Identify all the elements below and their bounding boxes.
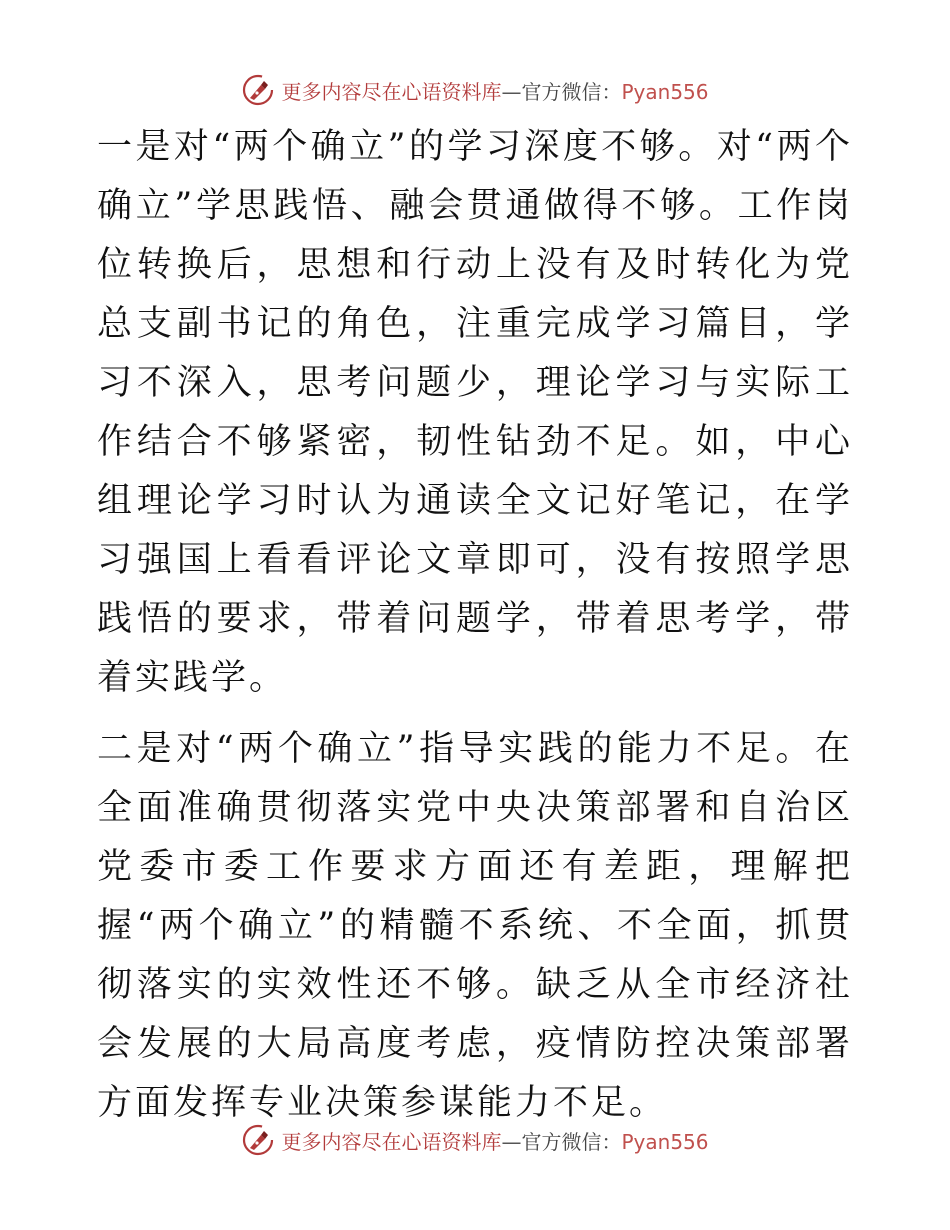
pen-nib-logo-icon — [241, 1123, 275, 1157]
header-wechat-id: Pyan556 — [621, 79, 709, 104]
footer-slogan — [281, 1126, 708, 1155]
paragraph-1: 一是对“两个确立”的学习深度不够。对“两个确立”学思践悟、融会贯通做得不够。工作岗位转换后，思想和行动上没有及时转化为党总支副书记的角色，注重完成学习篇目，学习不深入，思考问题少，理论学习与实际工作结合不够紧密，韧性钻劲不足。如，中心组理论学习时认为通读全文记好笔记，在学习强国上看看评论文章即可，没有按照学思践悟的要求，带着问题学，带着思考学，带着实践学。 — [97, 127, 853, 698]
footer-wechat-id: Pyan556 — [621, 1129, 709, 1154]
footer-separator: — — [501, 1129, 522, 1154]
header-wechat-label: 官方微信： — [521, 79, 622, 104]
paragraph-2: 二是对“两个确立”指导实践的能力不足。在全面准确贯彻落实党中央决策部署和自治区党委市委工作要求方面还有差距，理解把握“两个确立”的精髓不系统、不全面，抓贯彻落实的实效性还不够。缺乏从全市经济社会发展的大局高度考虑，疫情防控决策部署方面发挥专业决策参谋能力不足。 — [97, 729, 853, 1123]
footer-wechat-label: 官方微信： — [521, 1129, 622, 1154]
footer-banner — [0, 1120, 950, 1160]
header-slogan-text: 更多内容尽在心语资料库 — [281, 79, 502, 104]
header-separator: — — [501, 79, 522, 104]
header-banner — [0, 70, 950, 110]
header-slogan — [281, 76, 708, 105]
pen-nib-logo-icon — [241, 73, 275, 107]
footer-slogan-text: 更多内容尽在心语资料库 — [281, 1129, 502, 1154]
document-body — [97, 118, 853, 1133]
